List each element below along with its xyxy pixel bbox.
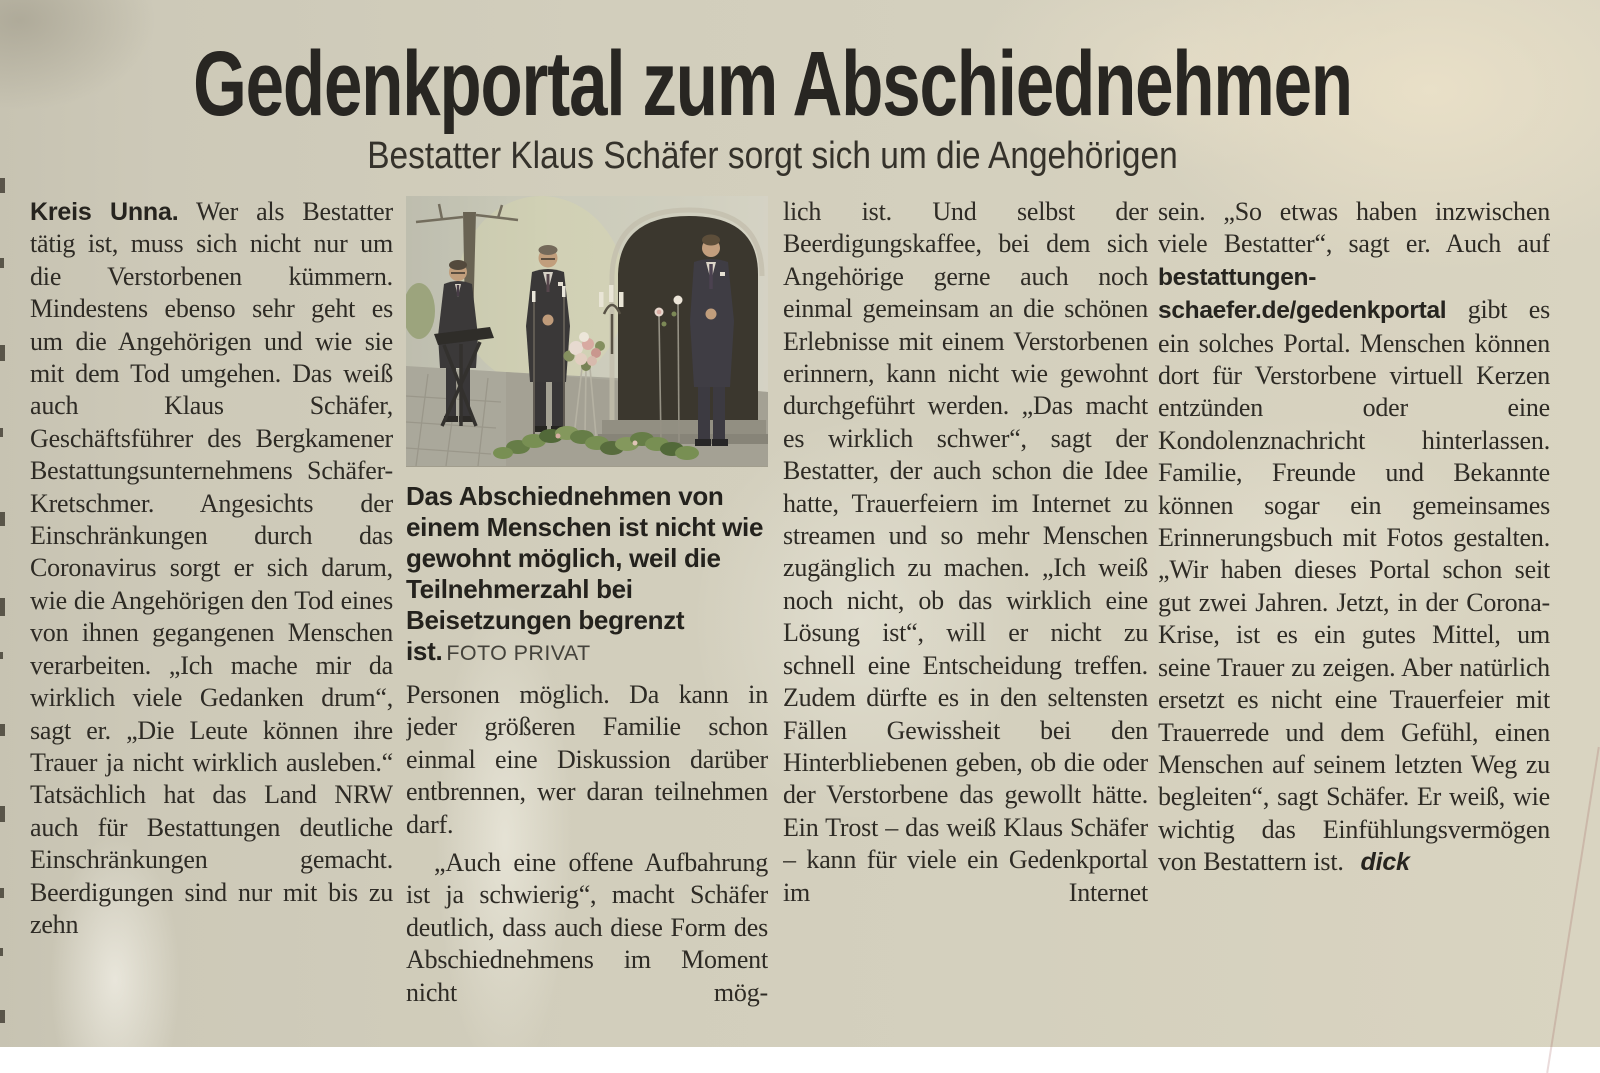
article-paragraph: Personen möglich. Da kann in jeder größeren Familie schon einmal eine Diskussion darüber entbrennen, wer daran teilnehmen darf. (406, 680, 768, 839)
header (0, 33, 1545, 135)
dateline: Kreis Unna. (30, 198, 179, 226)
photo-credit: FOTO PRIVAT (446, 641, 591, 665)
page-title: Gedenkportal zum Abschiednehmen (193, 33, 1352, 135)
article-paragraph: lich ist. Und selbst der Beerdigungskaffee, bei dem sich Angehörige gerne auch noch einmal gemeinsam an die schönen Erlebnisse mit einem Verstorbenen erinnern, kann nicht wie gewohnt durchgeführt werden. „Das macht es wirklich schwer“, sagt der Bestatter, der auch schon die Idee hatte, Trauerfeiern im Internet zu streamen und so mehr Menschen zugänglich zu machen. „Ich weiß noch nicht, ob das wirklich eine Lösung ist“, will er nicht zu schnell eine Entscheidung treffen. Zudem dürfte es in den seltensten Fällen Gewissheit bei den Hinterbliebenen geben, ob die oder der Verstorbene das gewollt hätte. Ein Trost – das weiß Klaus Schäfer – kann für viele ein Gedenkportal im Internet (783, 197, 1148, 907)
column-4 (1158, 196, 1550, 1028)
gedenkportal-url: bestattungen-schaefer.de/gedenkportal (1158, 263, 1447, 325)
article-paragraph: „Auch eine offene Aufbahrung ist ja schwierig“, macht Schäfer deutlich, dass auch diese Form des Abschiednehmens im Moment nicht mög- (406, 848, 768, 1007)
memorial-scene-image (406, 196, 768, 466)
article-photo (406, 196, 768, 466)
caption-text: Das Abschiednehmen von einem Menschen ist nicht wie gewohnt möglich, weil die Teilnehmerzahl bei Beisetzungen begrenzt ist. (406, 481, 764, 666)
article-paragraph (30, 196, 393, 941)
body-text: Wer als Bestatter tätig ist, muss sich nicht nur um die Verstorbenen kümmern. Mindestens ebenso sehr geht es um die Angehörigen und wie sie mit dem Tod umgehen. Das weiß auch Klaus Schäfer, Geschäftsführer des Bergkamener Bestattungsunternehmens Schäfer-Kretschmer. Angesichts der Einschränkungen durch das Coronavirus sorgt er sich darum, wie die Angehörigen den Tod eines von ihnen gegangenen Menschen verarbeiten. „Ich mache mir da wirklich viele Gedanken drum“, sagt er. „Die Leute können ihre Trauer ja nicht wirklich ausleben.“ Tatsächlich hat das Land NRW auch für Bestattungen deutliche Einschränkungen gemacht. Beerdigungen sind nur mit bis zu zehn (30, 197, 393, 939)
column-3 (783, 196, 1148, 1028)
subheadline: Bestatter Klaus Schäfer sorgt sich um die Angehörigen (367, 135, 1178, 177)
body-text: sein. „So etwas haben inzwischen viele Bestatter“, sagt er. Auch auf (1158, 197, 1550, 259)
body-text: gibt es ein solches Portal. Menschen können dort für Verstorbene virtuell Kerzen entzünden oder eine Kondolenznachricht hinterlassen. Familie, Freunde und Bekannte können sogar ein gemeinsames Erinnerungsbuch mit Fotos gestalten. „Wir haben dieses Portal schon seit gut zwei Jahren. Jetzt, in der Corona-Krise, ist es ein gutes Mittel, um seine Trauer zu zeigen. Aber natürlich ersetzt es nicht eine Trauerfeier mit Trauerrede und dem Gefühl, einen Menschen auf seinem letzten Weg zu begleiten“, sagt Schäfer. Er weiß, wie wichtig das Einfühlungsvermögen von Bestattern ist. (1158, 295, 1550, 877)
author-signature: dick (1360, 848, 1410, 877)
subheader (0, 136, 1545, 178)
column-2 (406, 196, 768, 1028)
column-1 (30, 196, 393, 1028)
photo-caption (406, 481, 768, 669)
paper-scratch (1546, 747, 1600, 1073)
article-paragraph (1158, 196, 1550, 879)
